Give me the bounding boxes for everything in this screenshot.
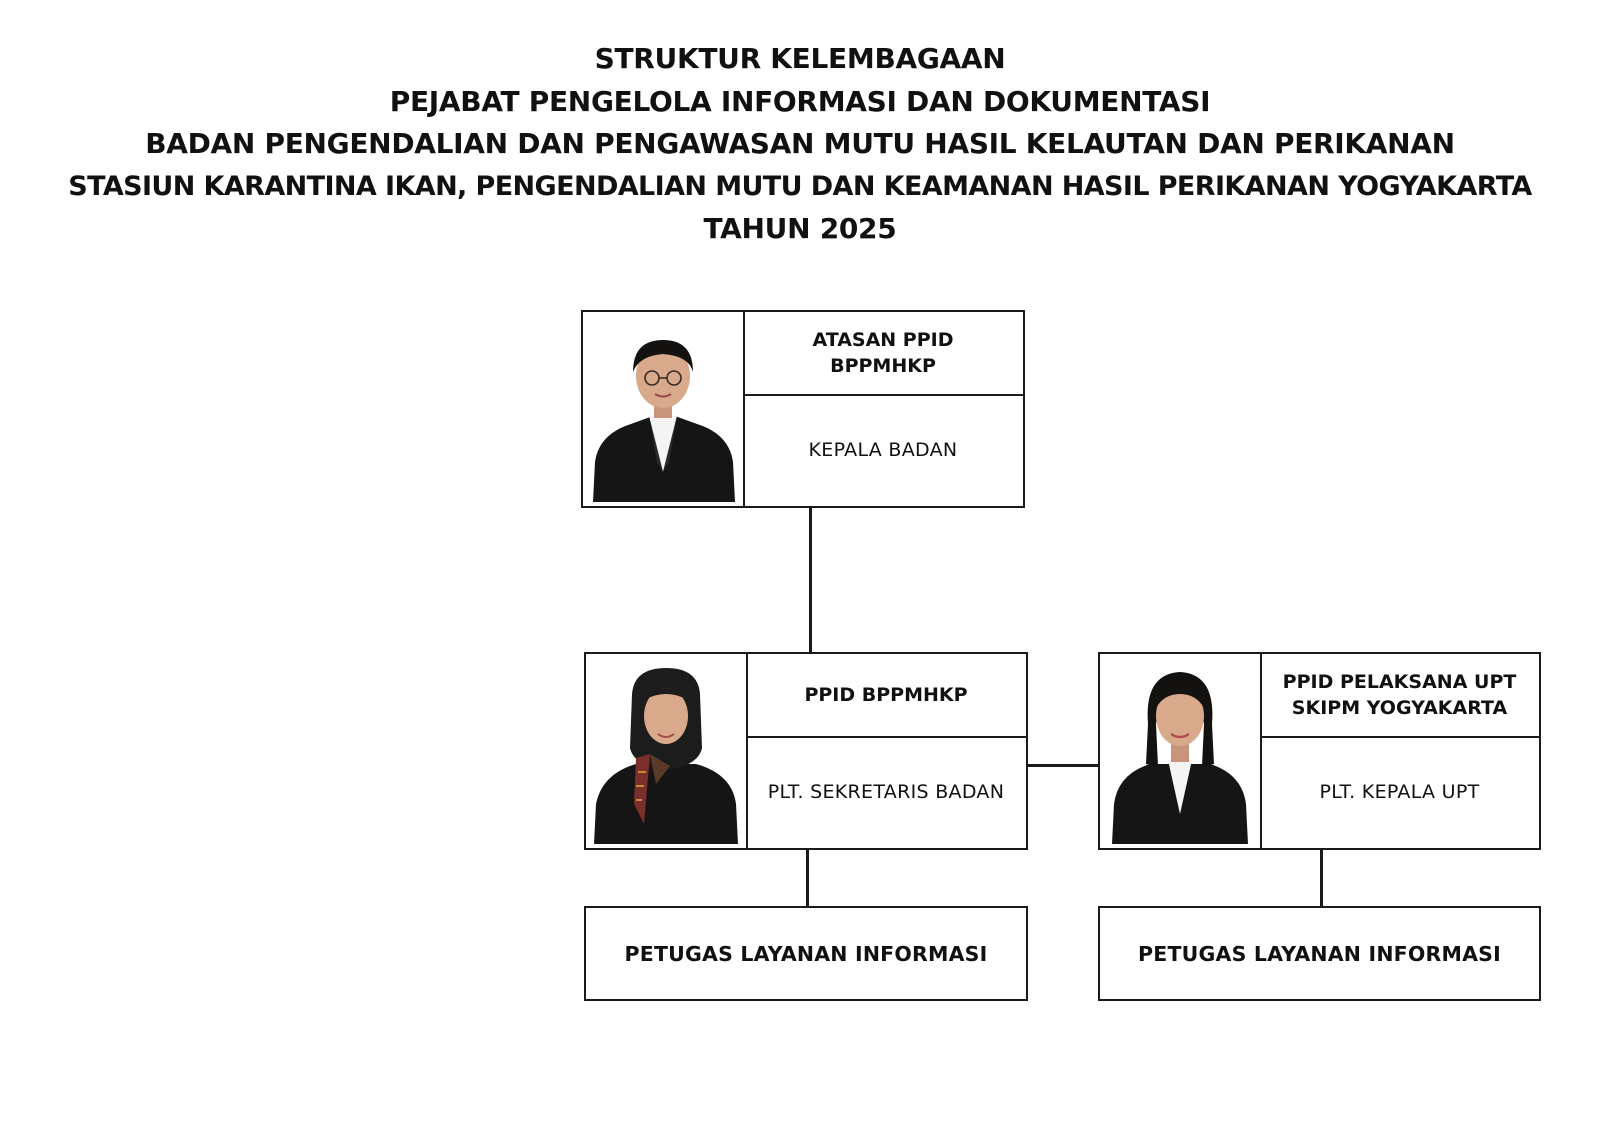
connector-top-to-left (809, 505, 812, 653)
connector-right-to-staff (1320, 850, 1323, 908)
portrait-woman-glasses-icon (583, 312, 745, 506)
title-line-4: STASIUN KARANTINA IKAN, PENGENDALIAN MUTU DAN KEAMANAN HASIL PERIKANAN YOGYAKARTA (68, 170, 1532, 202)
title-line-3: BADAN PENGENDALIAN DAN PENGAWASAN MUTU HASIL KELAUTAN DAN PERIKANAN (145, 127, 1455, 160)
page-title (0, 38, 1600, 251)
title-line-1: STRUKTUR KELEMBAGAAN (594, 42, 1006, 75)
connector-left-to-right (1026, 764, 1100, 767)
title-line-5: TAHUN 2025 (703, 212, 897, 245)
node-position-label: KEPALA BADAN (808, 439, 958, 461)
node-petugas-layanan-informasi-right: PETUGAS LAYANAN INFORMASI (1098, 906, 1541, 1001)
node-ppid-pelaksana-upt (1098, 652, 1541, 850)
node-role-label: PPID PELAKSANA UPT SKIPM YOGYAKARTA (1260, 654, 1539, 738)
node-role-label: ATASAN PPID BPPMHKP (743, 312, 1023, 396)
node-position-label: PLT. KEPALA UPT (1319, 781, 1480, 803)
connector-left-to-staff (806, 850, 809, 908)
node-position-label: PLT. SEKRETARIS BADAN (767, 781, 1005, 803)
portrait-woman-icon (1100, 654, 1262, 848)
portrait-woman-hijab-icon (586, 654, 748, 848)
title-line-2: PEJABAT PENGELOLA INFORMASI DAN DOKUMENTASI (389, 84, 1211, 118)
node-ppid-bppmhkp (584, 652, 1028, 850)
node-petugas-layanan-informasi-left: PETUGAS LAYANAN INFORMASI (584, 906, 1028, 1001)
node-atasan-ppid (581, 310, 1025, 508)
node-role-label: PPID BPPMHKP (746, 654, 1026, 738)
